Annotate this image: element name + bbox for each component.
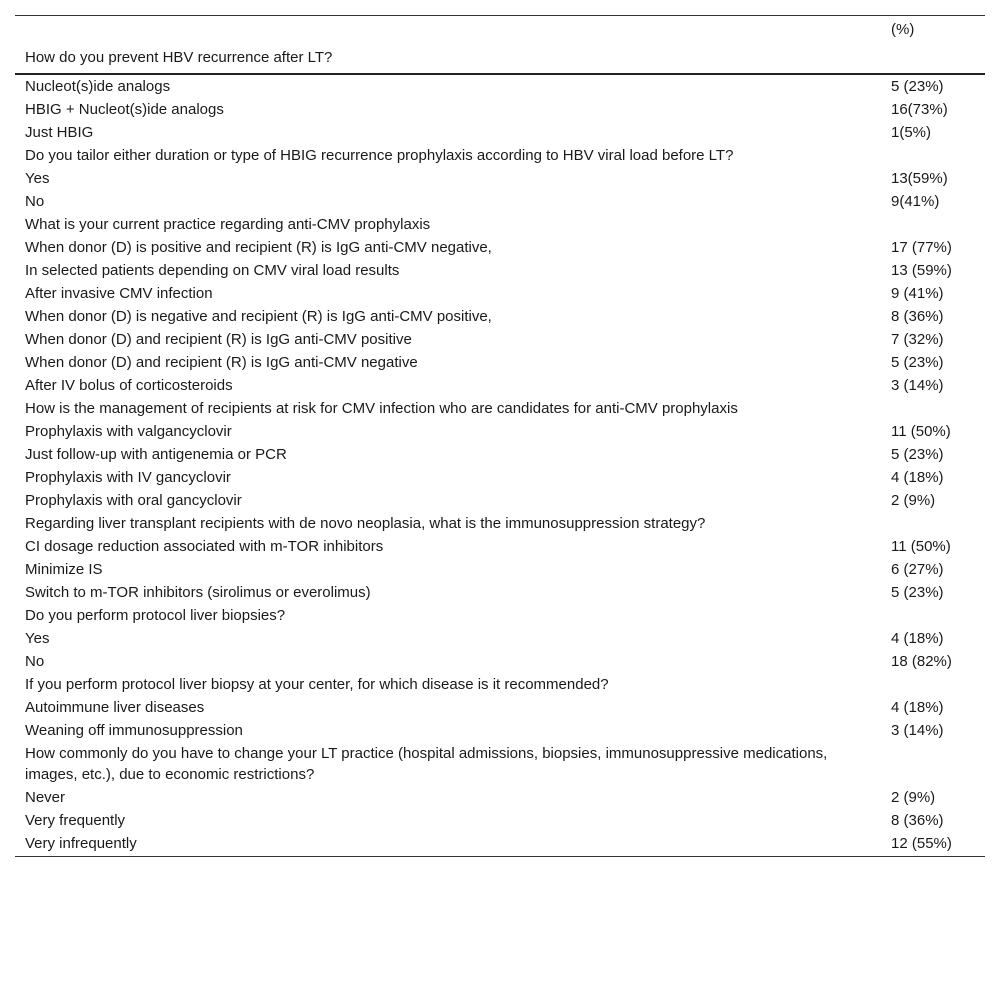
row-label: Very frequently: [25, 812, 126, 829]
row-label: Switch to m-TOR inhibitors (sirolimus or everolimus): [25, 584, 371, 601]
row-label: Do you perform protocol liver biopsies?: [25, 607, 286, 624]
row-value: [881, 512, 985, 535]
answer-row: [15, 558, 985, 581]
question-row: [15, 512, 985, 535]
header-question-row: [15, 41, 985, 74]
row-value: [881, 673, 985, 696]
row-label: How commonly do you have to change your LT practice (hospital admissions, biopsies, immunosuppressive medications, images, etc.), due to economic restrictions?: [25, 745, 828, 783]
answer-row: [15, 305, 985, 328]
row-label: Do you tailor either duration or type of HBIG recurrence prophylaxis according to HBV viral load before LT?: [25, 147, 734, 164]
survey-results-table: [15, 15, 985, 857]
question-row: [15, 673, 985, 696]
row-label: Regarding liver transplant recipients with de novo neoplasia, what is the immunosuppression strategy?: [25, 515, 706, 532]
row-label: When donor (D) and recipient (R) is IgG anti-CMV negative: [25, 354, 418, 371]
answer-row: [15, 581, 985, 604]
question-row: [15, 144, 985, 167]
answer-row: [15, 282, 985, 305]
row-value: [881, 742, 985, 786]
row-value: 4 (18%): [891, 630, 944, 647]
row-label: Yes: [25, 630, 50, 647]
answer-row: [15, 420, 985, 443]
row-value: 11 (50%): [891, 423, 951, 440]
row-label: If you perform protocol liver biopsy at your center, for which disease is it recommended?: [25, 676, 609, 693]
row-label: Prophylaxis with valgancyclovir: [25, 423, 232, 440]
row-value: 8 (36%): [891, 308, 944, 325]
answer-row: [15, 328, 985, 351]
row-value: 3 (14%): [891, 722, 944, 739]
header-empty-cell: [15, 16, 881, 42]
row-label: When donor (D) and recipient (R) is IgG anti-CMV positive: [25, 331, 412, 348]
header-question-value: [881, 41, 985, 74]
row-label: Just follow-up with antigenemia or PCR: [25, 446, 287, 463]
row-label: Nucleot(s)ide analogs: [25, 78, 171, 95]
answer-row: [15, 809, 985, 832]
row-value: [881, 604, 985, 627]
row-label: What is your current practice regarding anti-CMV prophylaxis: [25, 216, 431, 233]
answer-row: [15, 121, 985, 144]
table-body: [15, 74, 985, 857]
question-row: [15, 397, 985, 420]
answer-row: [15, 650, 985, 673]
row-value: 2 (9%): [891, 789, 936, 806]
row-value: 4 (18%): [891, 469, 944, 486]
row-value: 16(73%): [891, 101, 948, 118]
row-value: 13(59%): [891, 170, 948, 187]
row-label: Never: [25, 789, 66, 806]
answer-row: [15, 466, 985, 489]
answer-row: [15, 259, 985, 282]
row-label: No: [25, 193, 45, 210]
row-label: Minimize IS: [25, 561, 103, 578]
row-value: 5 (23%): [891, 446, 944, 463]
answer-row: [15, 719, 985, 742]
row-value: 7 (32%): [891, 331, 944, 348]
row-value: 8 (36%): [891, 812, 944, 829]
answer-row: [15, 167, 985, 190]
row-label: Autoimmune liver diseases: [25, 699, 205, 716]
row-value: 17 (77%): [891, 239, 952, 256]
row-label: CI dosage reduction associated with m-TOR inhibitors: [25, 538, 384, 555]
row-label: Weaning off immunosuppression: [25, 722, 243, 739]
answer-row: [15, 443, 985, 466]
row-value: 5 (23%): [891, 354, 944, 371]
row-value: 6 (27%): [891, 561, 944, 578]
percent-header: (%): [881, 16, 985, 42]
row-value: [881, 144, 985, 167]
row-label: When donor (D) is positive and recipient (R) is IgG anti-CMV negative,: [25, 239, 492, 256]
row-label: Prophylaxis with oral gancyclovir: [25, 492, 242, 509]
row-value: 5 (23%): [891, 78, 944, 95]
answer-row: [15, 535, 985, 558]
row-label: When donor (D) is negative and recipient (R) is IgG anti-CMV positive,: [25, 308, 492, 325]
question-row: [15, 604, 985, 627]
row-value: [881, 213, 985, 236]
question-row: [15, 213, 985, 236]
row-value: 12 (55%): [881, 832, 985, 857]
header-question: How do you prevent HBV recurrence after LT?: [15, 41, 881, 74]
row-value: 5 (23%): [891, 584, 944, 601]
answer-row: [15, 374, 985, 397]
row-label: Prophylaxis with IV gancyclovir: [25, 469, 231, 486]
row-value: 18 (82%): [891, 653, 952, 670]
answer-row: [15, 489, 985, 512]
survey-table-container: [15, 15, 985, 857]
answer-row: [15, 74, 985, 98]
row-label: How is the management of recipients at risk for CMV infection who are candidates for anti-CMV prophylaxis: [25, 400, 738, 417]
answer-row: [15, 696, 985, 719]
row-value: 3 (14%): [891, 377, 944, 394]
answer-row: [15, 832, 985, 857]
answer-row: [15, 190, 985, 213]
row-label: Yes: [25, 170, 50, 187]
answer-row: [15, 351, 985, 374]
row-value: 9 (41%): [891, 285, 944, 302]
row-label: In selected patients depending on CMV viral load results: [25, 262, 400, 279]
row-label: After invasive CMV infection: [25, 285, 213, 302]
row-value: 2 (9%): [891, 492, 936, 509]
row-label: Just HBIG: [25, 124, 94, 141]
row-label: No: [25, 653, 45, 670]
answer-row: [15, 627, 985, 650]
row-value: 11 (50%): [891, 538, 951, 555]
row-value: 13 (59%): [891, 262, 952, 279]
question-row: [15, 742, 985, 786]
answer-row: [15, 98, 985, 121]
row-value: 4 (18%): [891, 699, 944, 716]
row-label: After IV bolus of corticosteroids: [25, 377, 233, 394]
header-row: [15, 16, 985, 42]
row-value: [881, 397, 985, 420]
table-header: [15, 16, 985, 75]
row-value: 1(5%): [891, 124, 932, 141]
answer-row: [15, 786, 985, 809]
row-label: Very infrequently: [15, 832, 881, 857]
row-value: 9(41%): [891, 193, 940, 210]
answer-row: [15, 236, 985, 259]
row-label: HBIG + Nucleot(s)ide analogs: [25, 101, 224, 118]
